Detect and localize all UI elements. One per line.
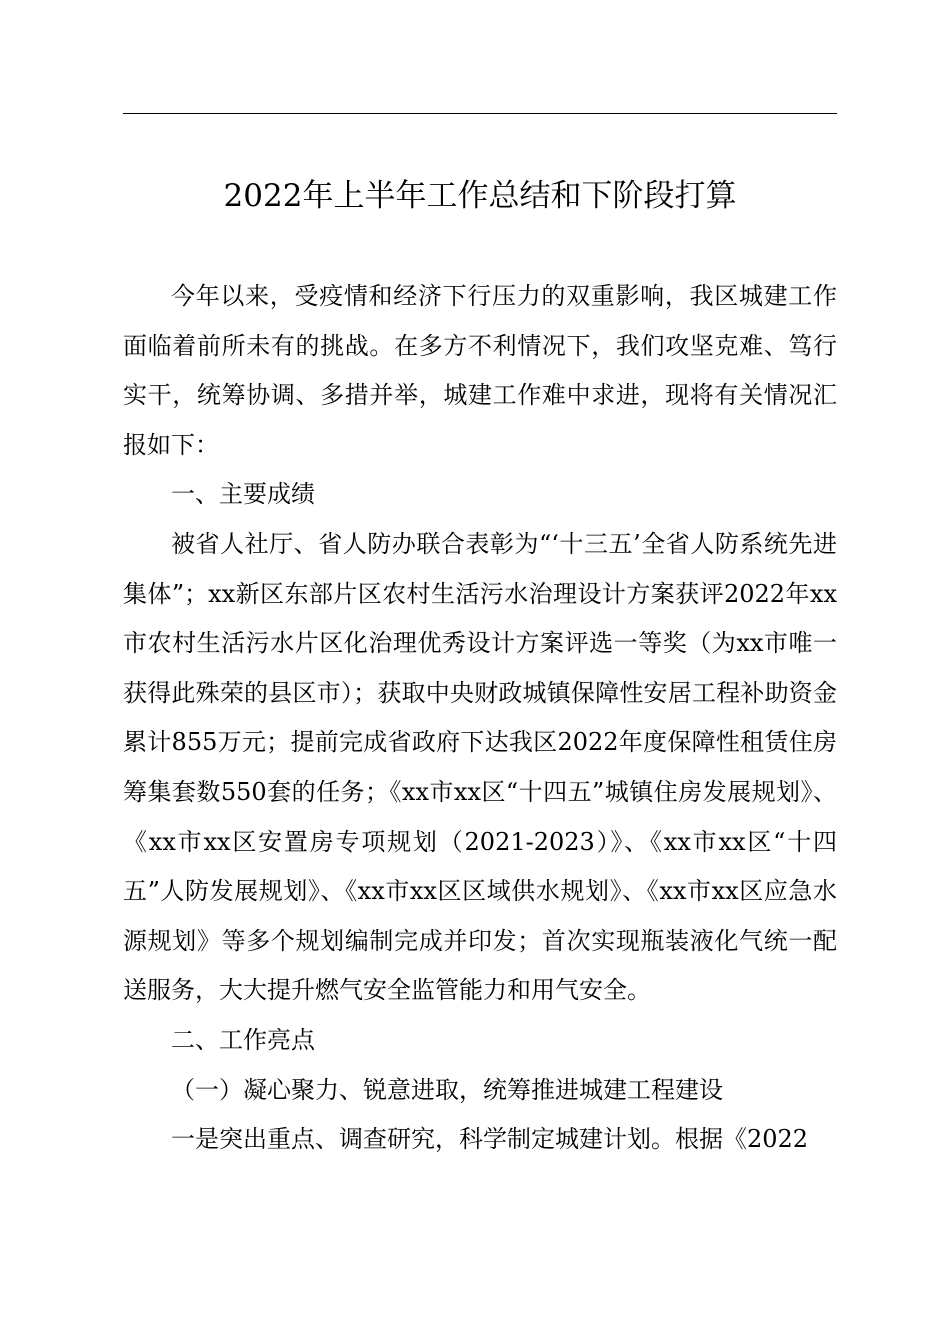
section-heading-achievements: 一、主要成绩 [171, 480, 315, 509]
intro-paragraph: 今年以来，受疫情和经济下行压力的双重影响，我区城建工作面临着前所未有的挑战。在多方不利情况下，我们攻坚克难、笃行实干，统筹协调、多措并举，城建工作难中求进，现将有关情况汇报如下： [123, 282, 837, 459]
achievements-paragraph: 被省人社厅、省人防办联合表彰为“‘十三五’全省人防系统先进集体”；xx新区东部片区农村生活污水治理设计方案获评2022年xx市农村生活污水片区化治理优秀设计方案评选一等奖（为xx市唯一获得此殊荣的县区市）；获取中央财政城镇保障性安居工程补助资金累计855万元；提前完成省政府下达我区2022年度保障性租赁住房筹集套数550套的任务；《xx市xx区“十四五”城镇住房发展规划》、《xx市xx区安置房专项规划（2021-2023）》、《xx市xx区“十四五”人防发展规划》、《xx市xx区区域供水规划》、《xx市xx区应急水源规划》等多个规划编制完成并印发；首次实现瓶装液化气统一配送服务，大大提升燃气安全监管能力和用气安全。 [123, 529, 837, 1005]
section-heading-highlights: 二、工作亮点 [171, 1025, 315, 1054]
document-body [123, 272, 837, 1165]
document-title: 2022年上半年工作总结和下阶段打算 [223, 178, 737, 214]
subsection-heading-1: （一）凝心聚力、锐意进取，统筹推进城建工程建设 [171, 1075, 723, 1104]
point-one-paragraph: 一是突出重点、调查研究，科学制定城建计划。根据《2022 [171, 1125, 809, 1154]
header-rule [123, 113, 837, 114]
